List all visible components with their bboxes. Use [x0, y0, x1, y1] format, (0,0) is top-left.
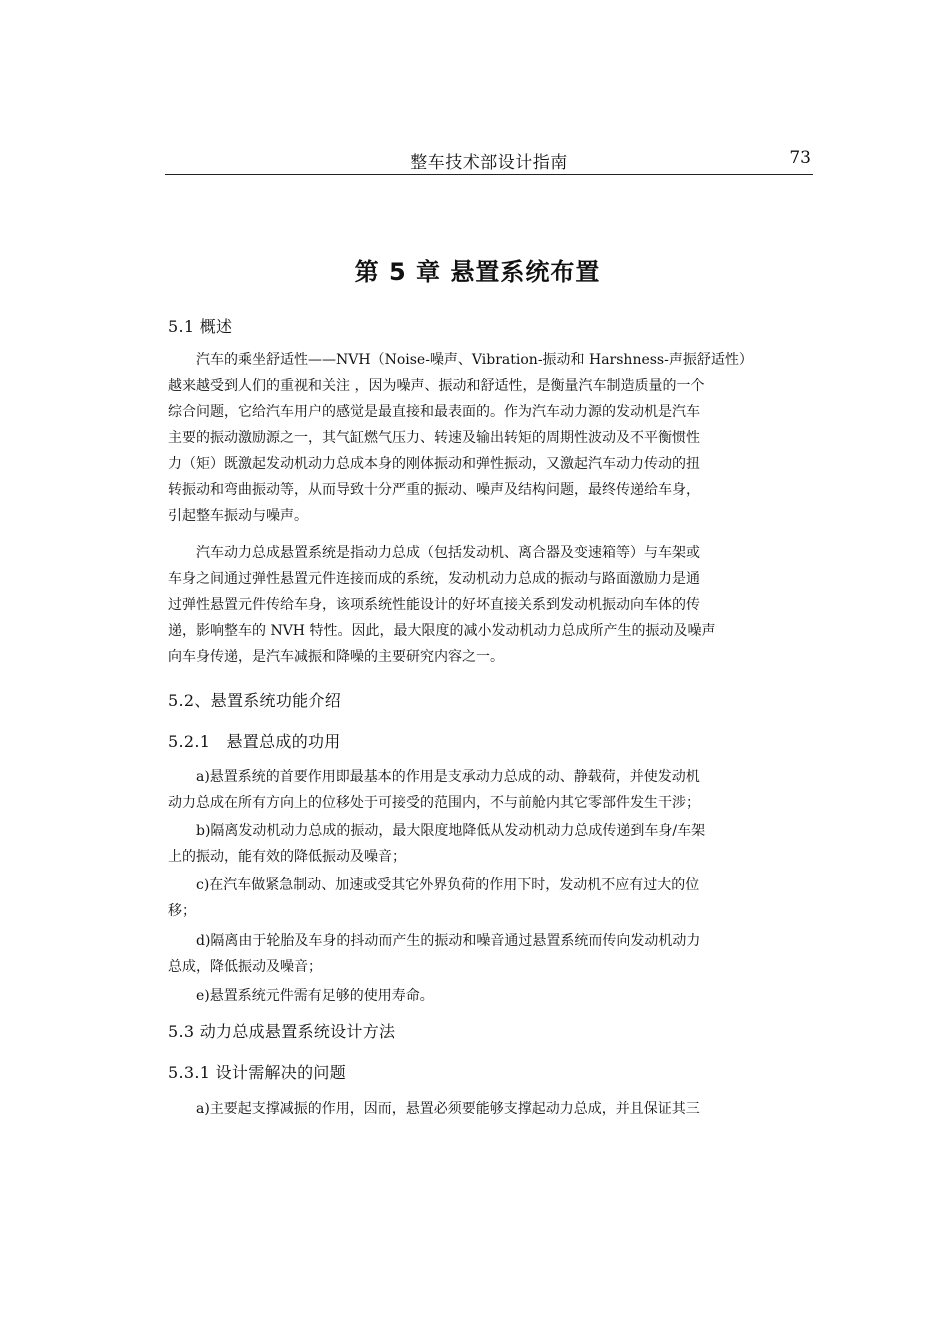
text-line: 主要的振动激励源之一，其气缸燃气压力、转速及输出转矩的周期性波动及不平衡惯性	[168, 430, 700, 446]
paragraph-mount-system	[168, 540, 808, 670]
text-line: 越来越受到人们的重视和关注 ，因为噪声、振动和舒适性，是衡量汽车制造质量的一个	[168, 378, 705, 394]
text-line: 汽车动力总成悬置系统是指动力总成（包括发动机、离合器及变速箱等）与车架或	[168, 545, 700, 561]
subsection-heading-5-2-1: 5.2.1 悬置总成的功用	[168, 732, 341, 751]
text-line: d)隔离由于轮胎及车身的抖动而产生的振动和噪音通过悬置系统而传向发动机动力	[168, 933, 701, 949]
text-line: 动力总成在所有方向上的位移处于可接受的范围内，不与前舱内其它零部件发生干涉；	[168, 795, 700, 811]
paragraph-nvh-overview	[168, 347, 808, 529]
header-title: 整车技术部设计指南	[410, 153, 568, 173]
section-heading-5-1: 5.1 概述	[168, 317, 233, 336]
text-line: b)隔离发动机动力总成的振动，最大限度地降低从发动机动力总成传递到车身/车架	[168, 823, 706, 839]
list-item	[168, 983, 808, 1009]
text-line: 力（矩）既激起发动机动力总成本身的刚体振动和弹性振动，又激起汽车动力传动的扭	[168, 456, 700, 472]
text-line: 总成，降低振动及噪音；	[168, 959, 322, 975]
list-item	[168, 764, 808, 816]
text-line: 移；	[168, 903, 196, 919]
text-line: 过弹性悬置元件传给车身，该项系统性能设计的好坏直接关系到发动机振动向车体的传	[168, 597, 700, 613]
section-heading-5-2: 5.2、悬置系统功能介绍	[168, 691, 342, 710]
page-number: 73	[789, 148, 811, 168]
text-line: 汽车的乘坐舒适性——NVH（Noise-噪声、Vibration-振动和 Harshness-声振舒适性）	[168, 352, 753, 368]
running-header	[165, 146, 813, 174]
chapter-title: 第 5 章 悬置系统布置	[354, 258, 601, 286]
text-line: 递，影响整车的 NVH 特性。因此，最大限度的减小发动机动力总成所产生的振动及噪声	[168, 623, 716, 639]
text-line: a)主要起支撑减振的作用，因而，悬置必须要能够支撑起动力总成，并且保证其三	[168, 1101, 700, 1117]
text-line: 转振动和弯曲振动等，从而导致十分严重的振动、噪声及结构问题，最终传递给车身，	[168, 482, 700, 498]
list-item	[168, 818, 808, 870]
text-line: 引起整车振动与噪声。	[168, 508, 308, 524]
header-divider	[165, 174, 813, 175]
list-item	[168, 1096, 808, 1122]
text-line: 综合问题，它给汽车用户的感觉是最直接和最表面的。作为汽车动力源的发动机是汽车	[168, 404, 700, 420]
list-item	[168, 928, 808, 980]
text-line: 车身之间通过弹性悬置元件连接而成的系统，发动机动力总成的振动与路面激励力是通	[168, 571, 700, 587]
text-line: 向车身传递，是汽车减振和降噪的主要研究内容之一。	[168, 649, 504, 665]
section-heading-5-3: 5.3 动力总成悬置系统设计方法	[168, 1022, 396, 1041]
list-item	[168, 872, 808, 924]
text-line: 上的振动，能有效的降低振动及噪音；	[168, 849, 406, 865]
text-line: c)在汽车做紧急制动、加速或受其它外界负荷的作用下时，发动机不应有过大的位	[168, 877, 700, 893]
text-line: a)悬置系统的首要作用即最基本的作用是支承动力总成的动、静载荷，并使发动机	[168, 769, 700, 785]
subsection-heading-5-3-1: 5.3.1 设计需解决的问题	[168, 1063, 346, 1082]
text-line: e)悬置系统元件需有足够的使用寿命。	[168, 988, 434, 1004]
